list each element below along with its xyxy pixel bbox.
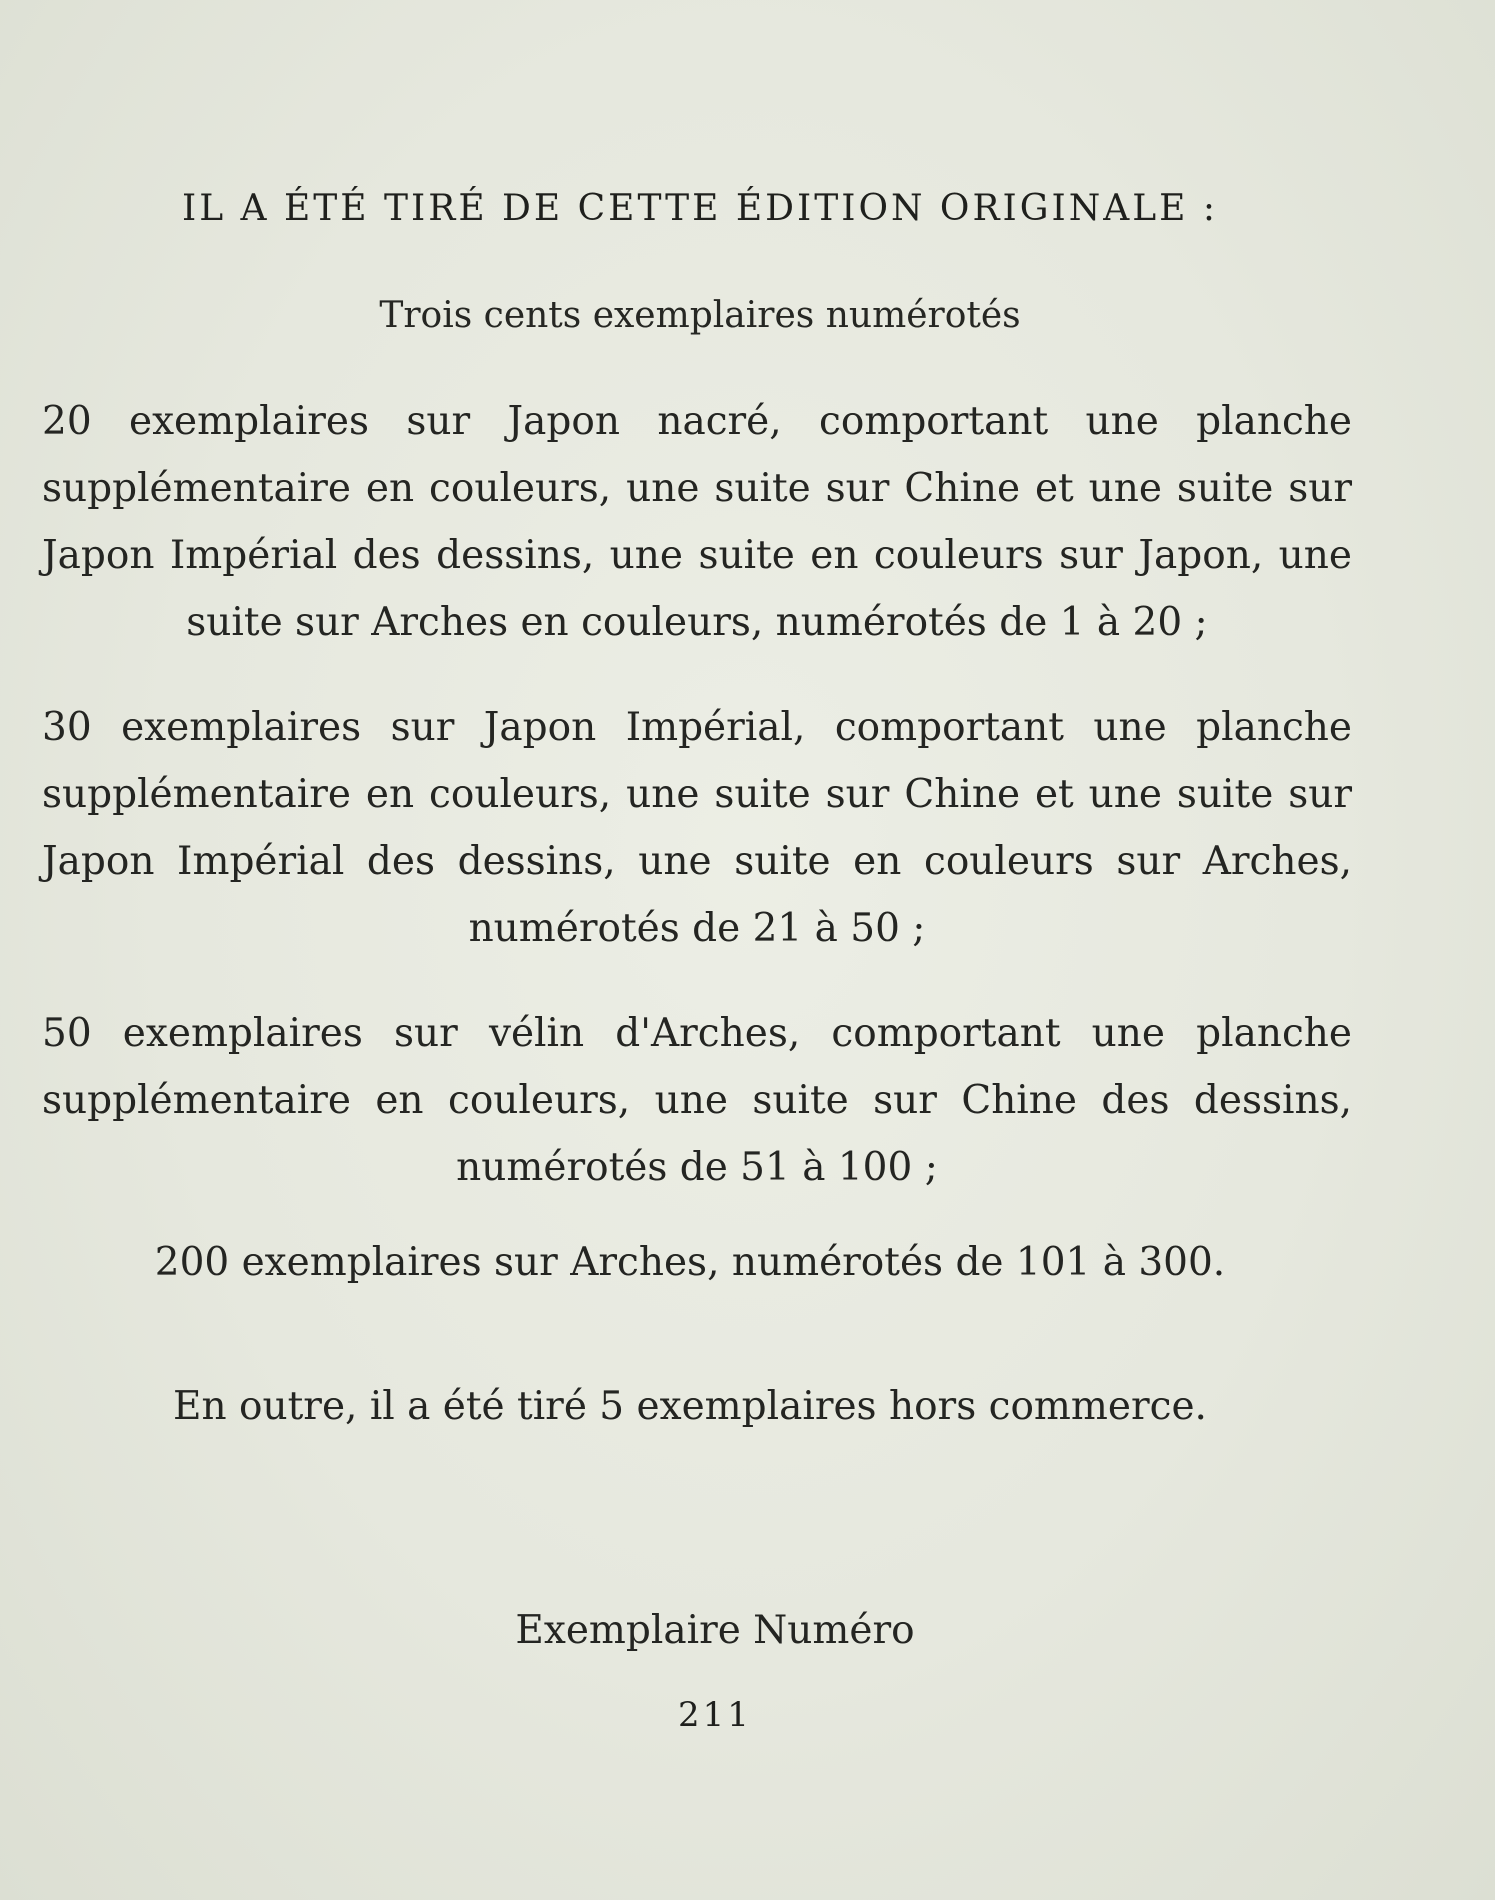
edition-paragraph-japon-nacre: 20 exemplaires sur Japon nacré, comportant une planche supplémentaire en couleurs, une suite sur Chine et une suite sur Japon Impérial des dessins, une suite en couleurs sur Japon, une suite sur Arches en couleurs, numérotés de 1 à 20 ;	[42, 399, 1352, 645]
colophon-heading: IL A ÉTÉ TIRÉ DE CETTE ÉDITION ORIGINALE :	[181, 188, 1219, 229]
edition-paragraph-japon-imperial: 30 exemplaires sur Japon Impérial, comportant une planche supplémentaire en couleurs, une suite sur Chine et une suite sur Japon Impérial des dessins, une suite en couleurs sur Arches, numérotés de 21 à 50 ;	[42, 705, 1352, 951]
edition-paragraph-velin-arches: 50 exemplaires sur vélin d'Arches, comportant une planche supplémentaire en couleurs, une suite sur Chine des dessins, numérotés de 51 à 100 ;	[42, 1011, 1352, 1190]
colophon-subheading: Trois cents exemplaires numérotés	[379, 295, 1021, 336]
copy-number: 211	[678, 1695, 752, 1735]
copy-number-label: Exemplaire Numéro	[515, 1608, 915, 1653]
edition-paragraph-arches: 200 exemplaires sur Arches, numérotés de 101 à 300.	[154, 1240, 1226, 1285]
edition-paragraph-hors-commerce: En outre, il a été tiré 5 exemplaires hors commerce.	[173, 1384, 1207, 1429]
